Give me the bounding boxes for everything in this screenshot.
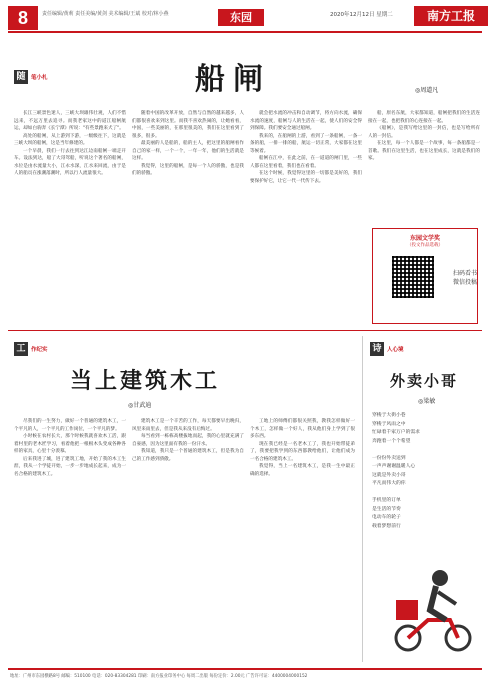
article-title: 当上建筑木工 — [70, 368, 221, 394]
paragraph: 就会把水流的冲击和自动调节，将方向水流，确保水流的速度，船闸与人的生活在一起，使人们的安全得到保障。我们要安全通过船闸。 — [250, 111, 362, 131]
article2-column-2 — [132, 418, 244, 660]
caption-submit: 微信投稿 — [452, 279, 477, 286]
page-number: 8 — [8, 6, 38, 30]
poem-body: 穿梭于大街小巷 穿梭于风雨之中 忙碌着千家万户的需求 奔跑着一个个希望 一份份外卖送到 一声声谢谢温暖人心 这就是外卖小哥 平凡而伟大的你 手机里的订单 是生活的节奏 电动车的轮子 载着梦想前行 — [372, 413, 420, 529]
column-badge: 随 — [14, 70, 28, 84]
paragraph: 我觉得，这里的船闸，是每一个人的骄傲，也是我们的骄傲。 — [132, 163, 244, 176]
column-text: 作纪实 — [31, 347, 48, 353]
article-author: ◎甘武迪 — [128, 402, 152, 409]
article1-column-2 — [132, 110, 244, 325]
article1-column-4 — [368, 110, 480, 220]
paragraph: 工地上的师傅们都很关照我，教我怎样做好一个木工，怎样做一个好人，我从他们身上学到了很多东西。 — [250, 419, 355, 439]
literary-award-box — [372, 228, 478, 324]
column-text: 笔小札 — [31, 75, 48, 81]
delivery-rider-illustration — [388, 560, 478, 655]
header-rule — [8, 31, 482, 33]
column-label-jishi — [14, 342, 48, 356]
caption-scan: 扫码看书 — [452, 270, 477, 277]
paragraph: 一个早晨，我们一行去往到达江边南船闸一端走开车。设法到达，船了大哥驾船，听说这个著名的船闸，水位是由水流量大小，江永水深，江水来回流，由于是人的船员在涨潮落潮时，所以行人流量很大。 — [14, 148, 126, 176]
paragraph: 我来的，在船闸的上游，看到了一条船闸，一条一条的船，一排一排的船，航运一切正常，大家都在这里等候着。 — [250, 133, 362, 154]
footer-rule — [8, 668, 482, 670]
paragraph: 《船闸》，是我写给这里的一封信，也是写给所有人的一封信。 — [368, 126, 480, 139]
column-divider — [362, 336, 363, 662]
paragraph: 船闸在江中，在此之前，在一道道的闸门里，一些人都在这里看着，我们也在看着。 — [250, 156, 362, 169]
article1-column-3 — [250, 110, 362, 325]
paragraph: 最美丽的人是船的，船的主人，把这里的船闸看作自己的家一样，一个一个，一年一年，他们的生活就是这样。 — [132, 141, 244, 161]
column-label-shiren — [370, 342, 404, 356]
poem-author: ◎梁敏 — [418, 398, 436, 405]
article-author: ◎周道凡 — [415, 87, 439, 94]
paragraph: 长江三峡景色迷人，三峡大坝雄伟壮观，人们不惜远来，不远万里去追寻。而我老家这中的道江船闸航运，却如白驹奔《长宁潭》所说："有些景跑来犬了"。 — [14, 111, 126, 131]
paragraph: 尽我们的一生努力，做好一个普通的建筑木工，一个平凡的人，一个平凡的工作岗位，一个平凡的梦。 — [14, 419, 126, 432]
column-badge: 工 — [14, 342, 28, 356]
paragraph: 我知道，我只是一个普通的建筑木工，但是我为自己的工作感到骄傲。 — [132, 449, 244, 462]
paragraph: 在这里，每一个人都是一个故事，每一条船都是一首歌。我们在这里生活，也在这里成长，这就是我们的家。 — [368, 141, 480, 161]
paragraph: 在这个时候，我觉得这里的一切都是美好的，我们要保护好它，让它一代一代传下去。 — [250, 171, 362, 184]
award-title: 东园文学奖 — [409, 235, 440, 242]
article2-column-3 — [250, 418, 355, 660]
column-badge: 诗 — [370, 342, 384, 356]
paragraph: 每当看到一栋栋高楼拔地而起，我的心里就充满了自豪感，因为这里面有我的一份汗水。 — [132, 434, 244, 447]
paragraph: 建筑木工是一个辛苦的工作，每天都要早出晚归，风里来雨里去，但是我从来没有后悔过。 — [132, 419, 244, 432]
paragraph: 现在我已经是一名老木工了，我也开始带徒弟了，我要把我学到的东西都教给他们，让他们成为一名合格的建筑木工。 — [250, 441, 355, 462]
article2-column-1 — [14, 418, 126, 660]
paragraph: 随着中国的改革开放，自然与自然的越来越多，人们都很喜欢来到这里。而我不喜欢热闹的，让她看看，中国，一些美丽的，在那里很美的，我们在这里看到了很多，很多。 — [132, 111, 244, 139]
article1-column-1 — [14, 110, 126, 325]
article-title: 船闸 — [195, 62, 271, 97]
footer-info: 地址：广州市东园横路8号 邮编：510100 电话：020-83304281 印刷：南方报业印务中心 每周二出版 每份定价：2.00元 广告许可证：4400004000152 — [10, 674, 308, 679]
date-line: 2020年12月12日 星期二 — [330, 12, 393, 18]
column-text: 人心境 — [387, 347, 404, 353]
qr-code-icon[interactable] — [392, 256, 434, 298]
brand-logo: 南方工报 — [414, 6, 488, 26]
column-label-suibi — [14, 70, 48, 84]
section-title: 东园 — [218, 9, 264, 26]
editor-line: 责任编辑/黄莉 责任美编/黄剑 美术编辑/王斌 校对/林小燕 — [42, 11, 169, 17]
section-divider — [8, 330, 482, 331]
paragraph: 船，原名东航，大家都知道，船闸把我们的生活连接在一起，也把我们的心连接在一起。 — [368, 111, 480, 124]
paragraph: 我觉得，当上一名建筑木工，是我一生中最正确的选择。 — [250, 464, 355, 477]
paragraph: 后来我进了城，进了建筑工地，开始了我的木工生涯，我从一个学徒开始，一步一步地成长起来，成为一名合格的建筑木工。 — [14, 456, 126, 477]
paragraph: 小时候在农村长大，那个时候我就喜欢木工活，跟着村里的老木匠学习，看着他把一根根木头变成各种各样的家具，心里十分羡慕。 — [14, 434, 126, 454]
poem-title: 外卖小哥 — [390, 372, 459, 390]
paragraph: 高处的船闸，从上游到下游，一级级往下，这就是三峡大坝的船闸，这是当年修建的。 — [14, 133, 126, 146]
award-subtitle: （投文作品选载） — [407, 243, 443, 248]
